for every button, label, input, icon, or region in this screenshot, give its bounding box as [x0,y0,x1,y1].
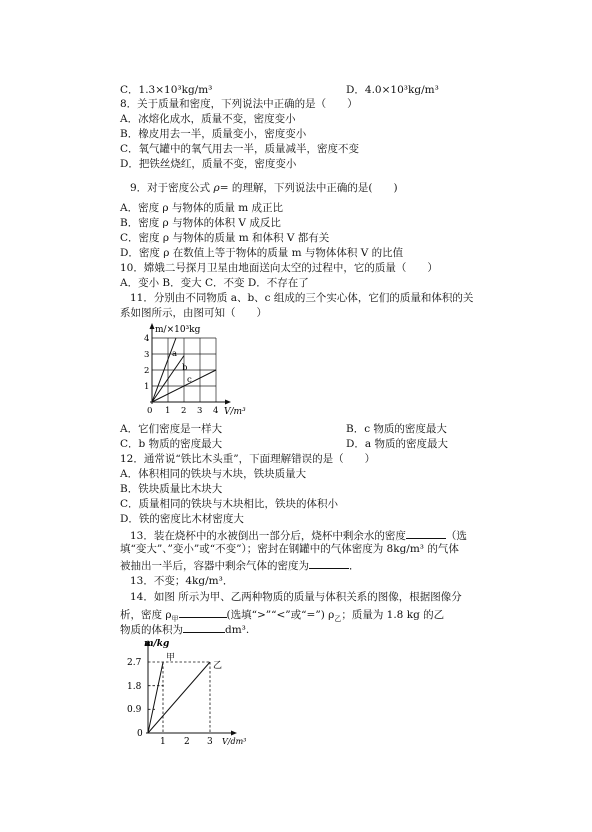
q8-stem: 8．关于质量和密度，下列说法中正确的是（ ） [120,98,358,110]
q14-line2-post: ；质量为 1.8 kg 的乙 [341,609,445,621]
q14-series-jia-label: 甲 [166,653,176,663]
q11-y-tick-3: 3 [144,350,150,360]
q11-stem-line1: 11．分别由不同物质 a、b、c 组成的三个实心体，它们的质量和体积的关 [130,292,474,304]
q14-y-tick-27: 2.7 [127,658,142,668]
q8-option-a: A．冰熔化成水，质量不变，密度变小 [120,113,296,125]
q13-line1-pre: 13．装在烧杯中的水被倒出一部分后，烧杯中剩余水的密度 [130,530,406,542]
q11-series-c-label: c [187,375,192,385]
q14-x-arrow [231,731,237,736]
q11-y-arrow [150,323,155,329]
q11-x-tick-2: 2 [181,406,187,416]
q11-option-d: D．a 物质的密度最大 [346,438,449,450]
q11-origin-label: 0 [147,406,153,416]
q11-option-c: C．b 物质的密度最大 [120,438,223,450]
q8-option-b: B．橡皮用去一半，质量变小，密度变小 [120,128,307,140]
q7-option-d: D．4.0×10³kg/m³ [346,84,439,96]
q9-rho: ρ [213,182,220,194]
q12-option-c: C．质量相同的铁块与木块相比，铁块的体积小 [120,498,339,510]
q14-y-tick-18: 1.8 [127,682,142,692]
q8-option-c: C．氧气罐中的氧气用去一半，质量减半，密度不变 [120,143,360,155]
q13-line1-post: （选 [445,530,467,542]
q11-y-tick-1: 1 [144,382,150,392]
q11-graph [140,320,260,420]
q9-stem [130,181,398,195]
q12-stem: 12．通常说“铁比木头重”，下面理解错误的是（ ） [120,453,376,465]
q9-stem-post: = 的理解，下列说法中正确的是( ) [219,182,398,194]
q9-stem-pre: 9．对于密度公式 [130,182,211,194]
q11-series-a-label: a [172,349,178,359]
q14-blank-1 [179,606,227,618]
q14-y-label: m/kg [144,639,170,649]
q14-sub-jia: 甲 [171,615,179,624]
q8-option-d: D．把铁丝烧红，质量不变，密度变小 [120,158,297,170]
q14-line2-mid: (选填“>”“<”或“=”) ρ [226,609,335,621]
q13-line3 [120,557,360,573]
q14-x-label: V/dm³ [222,737,247,746]
q13-line2: 填“变大”、”变小”或“不变”）；密封在钢罐中的气体密度为 8kg/m³ 的气体 [120,543,459,555]
q11-option-b: B．c 物质的密度最大 [346,423,447,435]
q14-sub-yi: 乙 [334,615,342,624]
q11-x-arrow [225,400,231,405]
q11-y-label: m/×10³kg [155,325,201,335]
q14-series-yi-label: 乙 [213,661,223,671]
q14-x-tick-1: 1 [160,737,166,746]
q7-option-c: C．1.3×10³kg/m³ [120,84,213,96]
q14-line1: 14．如图 所示为甲、乙两种物质的质量与体积关系的图像，根据图像分 [130,591,462,603]
q14-graph [122,636,252,746]
q14-line3 [120,621,249,637]
q13-line3-pre: 被抽出一半后，容器中剩余气体的密度为 [120,560,309,572]
q14-series-yi-line [148,662,210,733]
q9-option-d: D．密度 ρ 在数值上等于物体的质量 m 与物体体积 V 的比值 [120,247,404,259]
q14-x-tick-3: 3 [207,737,213,746]
q10-stem: 10．嫦娥二号探月卫星由地面送向太空的过程中，它的质量（ ） [120,262,438,274]
q11-y-tick-4: 4 [144,334,150,344]
q13-blank-1 [406,527,446,539]
q14-x-tick-2: 2 [184,737,190,746]
q14-y-tick-09: 0.9 [127,705,142,715]
q12-option-b: B．铁块质量比木块大 [120,483,223,495]
q14-blank-2 [183,621,225,633]
q13-blank-2 [309,557,349,569]
q11-x-tick-3: 3 [197,406,203,416]
q11-x-tick-1: 1 [165,406,171,416]
q11-option-a: A．它们密度是一样大 [120,423,223,435]
q9-option-a: A．密度 ρ 与物体的质量 m 成正比 [120,202,284,214]
q11-stem-line2: 系如图所示，由图可知（ ） [120,307,267,319]
q11-series-b-label: b [182,363,188,373]
q14-line2 [120,606,444,622]
q13-line3-post: ． [349,560,360,572]
q12-option-d: D．铁的密度比木材密度大 [120,513,244,525]
q14-series-jia-line [148,662,163,733]
q13-line1 [130,527,467,543]
q13-answer: 13．不变；4kg/m³． [130,575,234,587]
q9-option-b: B．密度 ρ 与物体的体积 V 成反比 [120,217,281,229]
q14-origin-label: 0 [137,729,143,739]
q11-y-tick-2: 2 [144,366,150,376]
q14-line3-post: dm³. [225,624,250,636]
q11-x-tick-4: 4 [213,406,219,416]
q11-x-label: V/m³ [224,407,246,417]
q14-line3-pre: 物质的体积为 [120,624,183,636]
q14-line2-pre: 析，密度 ρ [120,609,172,621]
q12-option-a: A．体积相同的铁块与木块，铁块质量大 [120,468,307,480]
q9-option-c: C．密度 ρ 与物体的质量 m 和体积 V 都有关 [120,232,330,244]
q10-options: A．变小 B．变大 C．不变 D．不存在了 [120,277,309,289]
